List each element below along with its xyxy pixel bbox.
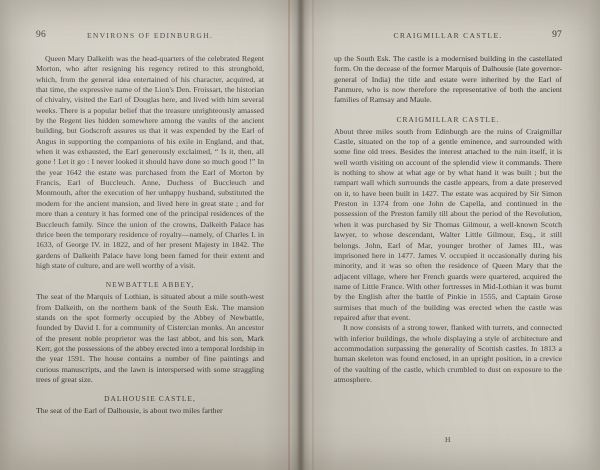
left-page-folio: 96: [36, 30, 46, 40]
left-running-head: [36, 30, 264, 44]
paragraph: It now consists of a strong tower, flanked with turrets, and connected with inferior buildings, the whole displaying a style of architecture and accommodation surpassing the generality of Scottish castles. In 1813 a human skeleton was found enclosed, in an upright position, in a crevice of the vaulting of the castle, which crumbled to dust on exposure to the atmosphere.: [334, 323, 562, 384]
paragraph: up the South Esk. The castle is a modernised building in the castellated form. On the decease of the former Marquis of Dalhousie (late governor-general of India) the title and estate were inherited by the Earl of Panmure, who is now therefore the representative of both the ancient families of Ramsay and Maule.: [334, 54, 562, 105]
page-edge-line-left: [288, 0, 290, 470]
signature-mark: H: [445, 435, 451, 444]
book-gutter-shadow: [291, 0, 310, 470]
right-page-folio: 97: [552, 30, 562, 40]
right-running-head: [334, 30, 562, 44]
signature-mark-wrap: [334, 432, 562, 444]
section-heading-newbattle-abbey: NEWBATTLE ABBEY,: [105, 280, 195, 290]
section-heading-dalhousie-castle: DALHOUSIE CASTLE,: [104, 394, 196, 404]
section-heading-craigmillar-castle: CRAIGMILLAR CASTLE.: [396, 114, 500, 124]
paragraph: The seat of the Marquis of Lothian, is situated about a mile south-west from Dalkeith, on the northern bank of the South Esk. The mansion stands on the spot formerly occupied by the Abbey of Newbattle, founded by David I. for a community of Cistercian monks. An ancestor of the present noble proprietor was the last abbot, and his son, Mark Kerr, got the possessions of the abbey erected into a temporal lordship in the year 1591. The house contains a number of fine paintings and curious manuscripts, and the lawn is interspersed with some straggling trees of great size.: [36, 292, 264, 384]
left-page-textblock: [36, 30, 264, 417]
paragraph: Queen Mary Dalkeith was the head-quarters of the celebrated Regent Morton, who after resigning his regency retired to this stronghold, which, from the general idea entertained of his character, acquired, at that time, the expressive name of the Lion's Den. Froissart, the historian of chivalry, visited the Earl of Douglas here, and lived with him several weeks. There is a popular belief that the treasure unrighteously amassed by the Regent lies hidden somewhere among the vaults of the ancient building, but Godscroft assures us that it was expended by the Earl of Angus in supporting the companions of his exile in England, and that, when it was exhausted, the Earl generously exclaimed, “ Is it, then, all gone ! Let it go : I never looked it should have done so much good !” In the year 1642 the estate was purchased from the Earl of Morton by Francis, Earl of Buccleuch. Anne, Duchess of Buccleuch and Monmouth, after the execution of her unhappy husband, substituted the modern for the ancient mansion, and lived here in great state ; and for more than a century it has formed one of the principal residences of the Buccleuch family. Since the union of the crowns, Dalkeith Palace has thrice been the temporary residence of royalty—namely, of Charles I. in 1633, of George IV. in 1822, and of her present Majesty in 1842. The gardens of Dalkeith Palace have long been famed for their extent and high state of culture, and are well worthy of a visit.: [36, 54, 264, 270]
right-page-textblock: [334, 30, 562, 385]
right-running-head-title: CRAIGMILLAR CASTLE.: [393, 31, 503, 40]
paragraph: About three miles south from Edinburgh are the ruins of Craigmillar Castle, situated on the top of a gentle eminence, and surrounded with some fine old trees. Besides the interest attached to the ruin itself, it is well worth visiting on account of the splendid view it commands. There is nothing to show at what age or by what hand it was built ; but the rampart wall which surrounds the castle appears, from a date preserved on it, to have been built in 1427. The estate was acquired by Sir Simon Preston in 1374 from one John de Capella, and continued in the possession of the Preston family till about the period of the Revolution, when it was purchased by Sir Thomas Gilmour, a well-known Scotch lawyer, to whose descendant, Walter Little Gilmour, Esq., it still belongs. John, Earl of Mar, younger brother of James III., was imprisoned here in 1477. James V. occupied it occasionally during his minority, and it was so often the residence of Queen Mary that the adjacent village, where her French guards were quartered, acquired the name of Little France. With other fortresses in Mid-Lothian it was burnt by the English after the battle of Pinkie in 1555, and Captain Grose surmises that much of the building was erected when the castle was repaired after that event.: [334, 126, 562, 322]
page-edge-line-right: [312, 0, 314, 470]
left-running-head-title: ENVIRONS OF EDINBURGH.: [86, 31, 213, 40]
paragraph: The seat of the Earl of Dalhousie, is about two miles farther: [36, 406, 223, 416]
